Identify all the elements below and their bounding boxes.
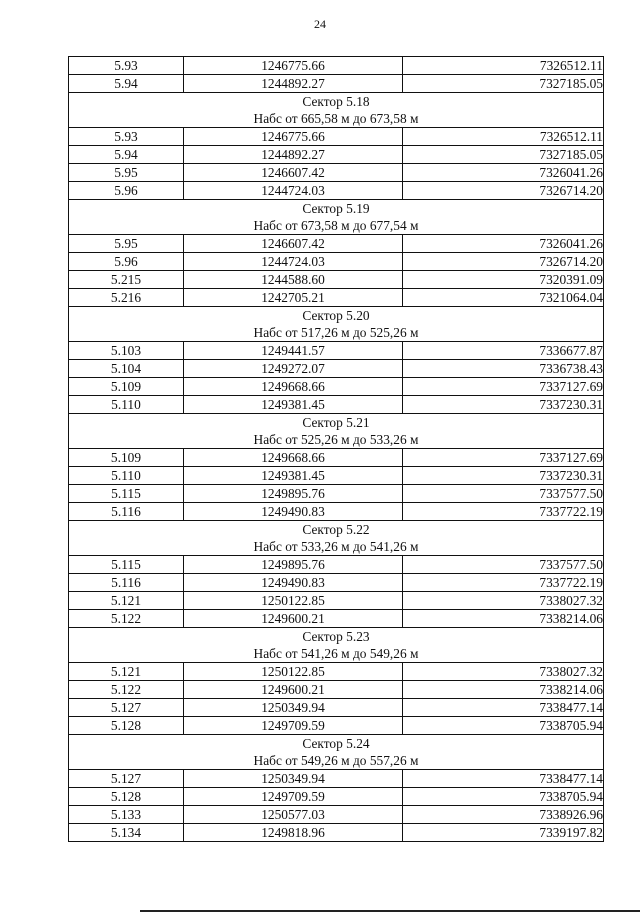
sector-header-row [69,200,604,218]
table-row [69,378,604,396]
x-coordinate-cell: 1249490.83 [184,503,403,521]
point-id-cell: 5.110 [69,467,184,485]
sector-height-range: Набс от 533,26 м до 541,26 м [69,538,604,556]
coordinates-table-body [69,57,604,842]
table-row [69,235,604,253]
point-id-cell: 5.93 [69,128,184,146]
point-id-cell: 5.110 [69,396,184,414]
point-id-cell: 5.134 [69,824,184,842]
table-row [69,75,604,93]
y-coordinate-cell: 7338214.06 [403,610,604,628]
table-row [69,503,604,521]
x-coordinate-cell: 1244724.03 [184,182,403,200]
sector-header-row [69,628,604,646]
sector-range-row [69,431,604,449]
table-row [69,342,604,360]
table-row [69,663,604,681]
sector-title: Сектор 5.24 [69,735,604,753]
y-coordinate-cell: 7336677.87 [403,342,604,360]
y-coordinate-cell: 7326714.20 [403,182,604,200]
sector-height-range: Набс от 517,26 м до 525,26 м [69,324,604,342]
y-coordinate-cell: 7337722.19 [403,503,604,521]
table-row [69,574,604,592]
x-coordinate-cell: 1244892.27 [184,146,403,164]
point-id-cell: 5.115 [69,485,184,503]
table-row [69,806,604,824]
sector-header-row [69,414,604,432]
point-id-cell: 5.122 [69,610,184,628]
y-coordinate-cell: 7321064.04 [403,289,604,307]
sector-height-range: Набс от 541,26 м до 549,26 м [69,645,604,663]
point-id-cell: 5.96 [69,182,184,200]
y-coordinate-cell: 7320391.09 [403,271,604,289]
table-row [69,271,604,289]
table-row [69,449,604,467]
point-id-cell: 5.133 [69,806,184,824]
y-coordinate-cell: 7337577.50 [403,485,604,503]
table-row [69,717,604,735]
y-coordinate-cell: 7337230.31 [403,396,604,414]
x-coordinate-cell: 1246607.42 [184,235,403,253]
table-row [69,128,604,146]
x-coordinate-cell: 1244724.03 [184,253,403,271]
x-coordinate-cell: 1246775.66 [184,57,403,75]
sector-title: Сектор 5.22 [69,521,604,539]
sector-title: Сектор 5.18 [69,93,604,111]
sector-title: Сектор 5.23 [69,628,604,646]
y-coordinate-cell: 7326041.26 [403,235,604,253]
x-coordinate-cell: 1250122.85 [184,592,403,610]
x-coordinate-cell: 1244892.27 [184,75,403,93]
table-row [69,146,604,164]
x-coordinate-cell: 1244588.60 [184,271,403,289]
x-coordinate-cell: 1249441.57 [184,342,403,360]
table-row [69,182,604,200]
table-row [69,253,604,271]
table-row [69,556,604,574]
page-number: 24 [314,17,326,31]
point-id-cell: 5.95 [69,235,184,253]
y-coordinate-cell: 7337230.31 [403,467,604,485]
x-coordinate-cell: 1242705.21 [184,289,403,307]
sector-title: Сектор 5.20 [69,307,604,325]
point-id-cell: 5.94 [69,75,184,93]
point-id-cell: 5.128 [69,788,184,806]
point-id-cell: 5.93 [69,57,184,75]
point-id-cell: 5.95 [69,164,184,182]
sector-height-range: Набс от 525,26 м до 533,26 м [69,431,604,449]
y-coordinate-cell: 7337577.50 [403,556,604,574]
x-coordinate-cell: 1249600.21 [184,610,403,628]
y-coordinate-cell: 7338926.96 [403,806,604,824]
x-coordinate-cell: 1249668.66 [184,378,403,396]
x-coordinate-cell: 1249600.21 [184,681,403,699]
y-coordinate-cell: 7337127.69 [403,378,604,396]
point-id-cell: 5.116 [69,574,184,592]
sector-range-row [69,645,604,663]
sector-header-row [69,521,604,539]
x-coordinate-cell: 1249895.76 [184,485,403,503]
x-coordinate-cell: 1250349.94 [184,770,403,788]
point-id-cell: 5.109 [69,378,184,396]
table-row [69,396,604,414]
x-coordinate-cell: 1249381.45 [184,467,403,485]
table-row [69,467,604,485]
y-coordinate-cell: 7337127.69 [403,449,604,467]
table-row [69,610,604,628]
table-row [69,57,604,75]
point-id-cell: 5.121 [69,663,184,681]
y-coordinate-cell: 7338214.06 [403,681,604,699]
y-coordinate-cell: 7326512.11 [403,128,604,146]
sector-header-row [69,307,604,325]
sector-height-range: Набс от 673,58 м до 677,54 м [69,217,604,235]
table-row [69,289,604,307]
point-id-cell: 5.103 [69,342,184,360]
y-coordinate-cell: 7326714.20 [403,253,604,271]
x-coordinate-cell: 1249490.83 [184,574,403,592]
point-id-cell: 5.121 [69,592,184,610]
scan-bottom-edge [140,910,640,912]
sector-range-row [69,110,604,128]
point-id-cell: 5.215 [69,271,184,289]
x-coordinate-cell: 1246775.66 [184,128,403,146]
table-row [69,681,604,699]
y-coordinate-cell: 7327185.05 [403,146,604,164]
sector-range-row [69,217,604,235]
coordinates-table [68,56,604,842]
y-coordinate-cell: 7338705.94 [403,788,604,806]
sector-range-row [69,324,604,342]
point-id-cell: 5.127 [69,770,184,788]
x-coordinate-cell: 1250349.94 [184,699,403,717]
x-coordinate-cell: 1250577.03 [184,806,403,824]
point-id-cell: 5.128 [69,717,184,735]
point-id-cell: 5.122 [69,681,184,699]
y-coordinate-cell: 7338705.94 [403,717,604,735]
x-coordinate-cell: 1246607.42 [184,164,403,182]
sector-height-range: Набс от 549,26 м до 557,26 м [69,752,604,770]
table-row [69,699,604,717]
y-coordinate-cell: 7326041.26 [403,164,604,182]
y-coordinate-cell: 7339197.82 [403,824,604,842]
table-row [69,770,604,788]
y-coordinate-cell: 7326512.11 [403,57,604,75]
y-coordinate-cell: 7338027.32 [403,592,604,610]
y-coordinate-cell: 7327185.05 [403,75,604,93]
x-coordinate-cell: 1249818.96 [184,824,403,842]
point-id-cell: 5.115 [69,556,184,574]
x-coordinate-cell: 1249381.45 [184,396,403,414]
point-id-cell: 5.109 [69,449,184,467]
sector-header-row [69,735,604,753]
y-coordinate-cell: 7338477.14 [403,770,604,788]
point-id-cell: 5.116 [69,503,184,521]
y-coordinate-cell: 7338477.14 [403,699,604,717]
sector-range-row [69,538,604,556]
y-coordinate-cell: 7336738.43 [403,360,604,378]
point-id-cell: 5.216 [69,289,184,307]
x-coordinate-cell: 1249709.59 [184,788,403,806]
sector-header-row [69,93,604,111]
table-row [69,164,604,182]
table-row [69,485,604,503]
sector-range-row [69,752,604,770]
table-row [69,824,604,842]
point-id-cell: 5.94 [69,146,184,164]
sector-title: Сектор 5.19 [69,200,604,218]
x-coordinate-cell: 1249895.76 [184,556,403,574]
sector-title: Сектор 5.21 [69,414,604,432]
x-coordinate-cell: 1249709.59 [184,717,403,735]
x-coordinate-cell: 1249272.07 [184,360,403,378]
table-row [69,360,604,378]
table-row [69,788,604,806]
x-coordinate-cell: 1249668.66 [184,449,403,467]
y-coordinate-cell: 7338027.32 [403,663,604,681]
point-id-cell: 5.96 [69,253,184,271]
table-row [69,592,604,610]
point-id-cell: 5.127 [69,699,184,717]
x-coordinate-cell: 1250122.85 [184,663,403,681]
sector-height-range: Набс от 665,58 м до 673,58 м [69,110,604,128]
point-id-cell: 5.104 [69,360,184,378]
y-coordinate-cell: 7337722.19 [403,574,604,592]
